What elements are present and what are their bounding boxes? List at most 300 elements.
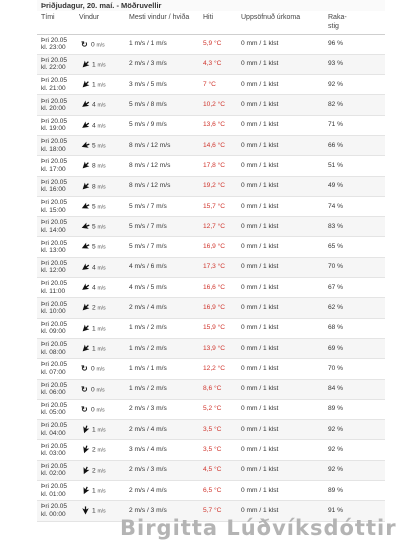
humidity-cell: 69 % (324, 338, 385, 358)
temp-cell: 17,3 °C (199, 257, 237, 277)
wind-cell (75, 440, 125, 460)
wind-unit: m/s (97, 82, 106, 89)
temp-cell: 8,6 °C (199, 379, 237, 399)
precip-cell: 0 mm / 1 klst (237, 54, 324, 74)
row-date: Þri 20.05 (41, 36, 68, 44)
humidity-cell: 89 % (324, 481, 385, 501)
precip-cell: 0 mm / 1 klst (237, 95, 324, 115)
time-cell (37, 298, 75, 318)
temp-cell: 13,6 °C (199, 115, 237, 135)
row-time: kl. 13:00 (41, 247, 66, 255)
wind-cell (75, 501, 125, 521)
wind-speed: 4 (92, 121, 96, 129)
gust-cell: 8 m/s / 12 m/s (125, 156, 199, 176)
table-row (37, 460, 385, 480)
row-date: Þri 20.05 (41, 280, 68, 288)
row-date: Þri 20.05 (41, 178, 68, 186)
wind-speed: 1 (92, 426, 96, 434)
table-row (37, 217, 385, 237)
temp-cell: 15,9 °C (199, 318, 237, 338)
temp-cell: 16,9 °C (199, 298, 237, 318)
row-time: kl. 14:00 (41, 226, 66, 234)
time-cell (37, 217, 75, 237)
wind-cell (75, 196, 125, 216)
temp-cell: 12,7 °C (199, 217, 237, 237)
wind-unit: m/s (97, 265, 106, 272)
humidity-cell: 70 % (324, 257, 385, 277)
time-cell (37, 196, 75, 216)
humidity-cell: 74 % (324, 196, 385, 216)
table-row (37, 440, 385, 460)
gust-cell: 2 m/s / 3 m/s (125, 460, 199, 480)
precip-cell: 0 mm / 1 klst (237, 298, 324, 318)
gust-cell: 8 m/s / 12 m/s (125, 135, 199, 155)
row-time: kl. 03:00 (41, 450, 66, 458)
row-time: kl. 16:00 (41, 186, 66, 194)
wind-unit: m/s (97, 244, 106, 251)
wind-speed: 4 (92, 284, 96, 292)
wind-unit: m/s (97, 102, 106, 109)
time-cell (37, 359, 75, 379)
precip-cell: 0 mm / 1 klst (237, 34, 324, 54)
precip-cell: 0 mm / 1 klst (237, 379, 324, 399)
gust-cell: 2 m/s / 4 m/s (125, 481, 199, 501)
wind-cell (75, 95, 125, 115)
wind-speed: 1 (92, 61, 96, 69)
row-time: kl. 19:00 (41, 125, 66, 133)
humidity-cell: 62 % (324, 298, 385, 318)
row-date: Þri 20.05 (41, 158, 68, 166)
wind-direction-arrow-icon (81, 121, 90, 130)
wind-cell (75, 237, 125, 257)
humidity-cell: 91 % (324, 501, 385, 521)
wind-speed: 5 (92, 142, 96, 150)
row-date: Þri 20.05 (41, 361, 68, 369)
row-time: kl. 07:00 (41, 368, 66, 376)
row-date: Þri 20.05 (41, 77, 68, 85)
humidity-cell: 89 % (324, 399, 385, 419)
table-row (37, 196, 385, 216)
wind-direction-arrow-icon (81, 506, 90, 515)
time-cell (37, 420, 75, 440)
time-cell (37, 379, 75, 399)
wind-unit: m/s (97, 183, 106, 190)
row-time: kl. 09:00 (41, 328, 66, 336)
wind-speed: 0 (91, 385, 95, 393)
forecast-panel (37, 0, 385, 520)
gust-cell: 2 m/s / 4 m/s (125, 298, 199, 318)
wind-unit: m/s (97, 62, 106, 69)
temp-cell: 5,7 °C (199, 501, 237, 521)
time-cell (37, 278, 75, 298)
wind-speed: 1 (92, 345, 96, 353)
row-date: Þri 20.05 (41, 320, 68, 328)
table-row (37, 34, 385, 54)
wind-unit: m/s (97, 508, 106, 515)
gust-cell: 5 m/s / 7 m/s (125, 237, 199, 257)
gust-cell: 2 m/s / 3 m/s (125, 399, 199, 419)
table-row (37, 338, 385, 358)
wind-unit: m/s (97, 163, 106, 170)
wind-speed: 4 (92, 101, 96, 109)
wind-speed: 2 (92, 467, 96, 474)
wind-speed: 4 (92, 264, 96, 272)
precip-cell: 0 mm / 1 klst (237, 278, 324, 298)
gust-cell: 2 m/s / 3 m/s (125, 54, 199, 74)
row-date: Þri 20.05 (41, 503, 68, 511)
precip-cell: 0 mm / 1 klst (237, 440, 324, 460)
wind-direction-arrow-icon (81, 263, 90, 272)
temp-cell: 3,5 °C (199, 420, 237, 440)
gust-cell: 5 m/s / 9 m/s (125, 115, 199, 135)
time-cell (37, 399, 75, 419)
gust-cell: 4 m/s / 5 m/s (125, 278, 199, 298)
time-cell (37, 440, 75, 460)
temp-cell: 5,2 °C (199, 399, 237, 419)
wind-cell (75, 318, 125, 338)
precip-cell: 0 mm / 1 klst (237, 156, 324, 176)
wind-cell (75, 460, 125, 480)
gust-cell: 4 m/s / 6 m/s (125, 257, 199, 277)
humidity-cell: 71 % (324, 115, 385, 135)
gust-cell: 1 m/s / 2 m/s (125, 338, 199, 358)
humidity-cell: 67 % (324, 278, 385, 298)
time-cell (37, 115, 75, 135)
table-row (37, 481, 385, 501)
page-title: Þriðjudagur, 20. maí. - Möðruvellir (37, 0, 385, 11)
wind-cell (75, 75, 125, 95)
time-cell (37, 481, 75, 501)
temp-cell: 4,3 °C (199, 54, 237, 74)
precip-cell: 0 mm / 1 klst (237, 501, 324, 521)
wind-unit: m/s (97, 204, 106, 211)
gust-cell: 5 m/s / 8 m/s (125, 95, 199, 115)
wind-direction-arrow-icon (81, 161, 90, 170)
precip-cell: 0 mm / 1 klst (237, 481, 324, 501)
time-cell (37, 75, 75, 95)
col-header-temp: Hiti (199, 11, 237, 34)
precip-cell: 0 mm / 1 klst (237, 420, 324, 440)
table-row (37, 318, 385, 338)
time-cell (37, 34, 75, 54)
row-time: kl. 08:00 (41, 348, 66, 356)
row-time: kl. 02:00 (41, 470, 66, 478)
humidity-cell: 93 % (324, 54, 385, 74)
temp-cell: 4,5 °C (199, 460, 237, 480)
humidity-cell: 51 % (324, 156, 385, 176)
gust-cell: 5 m/s / 7 m/s (125, 217, 199, 237)
row-date: Þri 20.05 (41, 381, 68, 389)
time-cell (37, 95, 75, 115)
precip-cell: 0 mm / 1 klst (237, 460, 324, 480)
wind-unit: m/s (96, 41, 105, 48)
time-cell (37, 237, 75, 257)
watermark: Birgitta Lúðvíksdóttir (120, 516, 397, 540)
time-cell (37, 156, 75, 176)
temp-cell: 16,9 °C (199, 237, 237, 257)
temp-cell: 7 °C (199, 75, 237, 95)
wind-unit: m/s (97, 122, 106, 129)
humidity-cell: 70 % (324, 359, 385, 379)
wind-unit: m/s (97, 143, 106, 150)
row-time: kl. 04:00 (41, 429, 66, 437)
wind-direction-arrow-icon (81, 283, 90, 292)
wind-direction-arrow-icon (81, 100, 90, 109)
row-time: kl. 23:00 (41, 44, 66, 52)
wind-unit: m/s (97, 285, 106, 292)
wind-cell (75, 481, 125, 501)
wind-unit: m/s (97, 447, 106, 454)
row-date: Þri 20.05 (41, 117, 68, 125)
row-time: kl. 20:00 (41, 105, 66, 113)
col-header-wind: Vindur (75, 11, 125, 34)
row-date: Þri 20.05 (41, 199, 68, 207)
wind-cell (75, 379, 125, 399)
wind-cell (75, 298, 125, 318)
precip-cell: 0 mm / 1 klst (237, 176, 324, 196)
wind-direction-arrow-icon (81, 344, 90, 353)
table-row (37, 379, 385, 399)
humidity-cell: 92 % (324, 420, 385, 440)
wind-direction-arrow-icon (81, 202, 90, 211)
wind-speed: 0 (91, 406, 95, 414)
row-time: kl. 17:00 (41, 165, 66, 173)
time-cell (37, 338, 75, 358)
row-time: kl. 11:00 (41, 287, 66, 295)
row-date: Þri 20.05 (41, 462, 68, 470)
gust-cell: 5 m/s / 7 m/s (125, 196, 199, 216)
gust-cell: 1 m/s / 1 m/s (125, 34, 199, 54)
precip-cell: 0 mm / 1 klst (237, 196, 324, 216)
calm-wind-icon: ↻ (81, 364, 88, 374)
humidity-cell: 66 % (324, 135, 385, 155)
row-time: kl. 18:00 (41, 145, 66, 153)
wind-unit: m/s (96, 366, 105, 373)
col-header-precip: Uppsöfnuð úrkoma (237, 11, 324, 34)
wind-cell (75, 338, 125, 358)
row-time: kl. 10:00 (41, 308, 66, 315)
wind-unit: m/s (97, 488, 106, 495)
wind-direction-arrow-icon (81, 303, 90, 312)
precip-cell: 0 mm / 1 klst (237, 338, 324, 358)
calm-wind-icon: ↻ (81, 404, 88, 414)
wind-cell (75, 156, 125, 176)
wind-direction-arrow-icon (81, 182, 90, 191)
humidity-cell: 83 % (324, 217, 385, 237)
gust-cell: 3 m/s / 5 m/s (125, 75, 199, 95)
row-date: Þri 20.05 (41, 300, 68, 308)
wind-speed: 1 (92, 487, 96, 495)
humidity-cell: 84 % (324, 379, 385, 399)
row-time: kl. 01:00 (41, 490, 66, 498)
wind-unit: m/s (96, 386, 105, 393)
wind-cell (75, 176, 125, 196)
wind-cell (75, 34, 125, 54)
temp-cell: 13,9 °C (199, 338, 237, 358)
row-date: Þri 20.05 (41, 56, 68, 64)
wind-unit: m/s (97, 224, 106, 231)
precip-cell: 0 mm / 1 klst (237, 217, 324, 237)
wind-speed: 5 (92, 223, 96, 231)
table-row (37, 359, 385, 379)
precip-cell: 0 mm / 1 klst (237, 359, 324, 379)
gust-cell: 1 m/s / 2 m/s (125, 379, 199, 399)
gust-cell: 2 m/s / 3 m/s (125, 501, 199, 521)
wind-direction-arrow-icon (81, 445, 90, 454)
row-time: kl. 05:00 (41, 409, 66, 417)
humidity-header-line1: Raka- (328, 14, 347, 21)
table-row (37, 278, 385, 298)
row-date: Þri 20.05 (41, 442, 68, 450)
time-cell (37, 54, 75, 74)
humidity-cell: 92 % (324, 75, 385, 95)
table-row (37, 176, 385, 196)
row-time: kl. 21:00 (41, 84, 66, 92)
wind-direction-arrow-icon (81, 80, 90, 89)
col-header-time: Tími (37, 11, 75, 34)
humidity-cell: 65 % (324, 237, 385, 257)
table-row (37, 156, 385, 176)
temp-cell: 17,8 °C (199, 156, 237, 176)
row-date: Þri 20.05 (41, 259, 68, 267)
humidity-cell: 92 % (324, 460, 385, 480)
table-header-row (37, 11, 385, 34)
wind-direction-arrow-icon (81, 466, 90, 475)
precip-cell: 0 mm / 1 klst (237, 115, 324, 135)
wind-speed: 1 (92, 324, 96, 332)
humidity-cell: 96 % (324, 34, 385, 54)
wind-direction-arrow-icon (81, 486, 90, 495)
humidity-cell: 68 % (324, 318, 385, 338)
time-cell (37, 318, 75, 338)
wind-speed: 1 (92, 81, 96, 89)
row-date: Þri 20.05 (41, 401, 68, 409)
gust-cell: 3 m/s / 4 m/s (125, 440, 199, 460)
wind-speed: 5 (92, 203, 96, 211)
calm-wind-icon: ↻ (81, 384, 88, 394)
wind-cell (75, 257, 125, 277)
temp-cell: 10,2 °C (199, 95, 237, 115)
temp-cell: 14,6 °C (199, 135, 237, 155)
wind-cell (75, 399, 125, 419)
humidity-cell: 82 % (324, 95, 385, 115)
wind-unit: m/s (97, 468, 106, 474)
wind-direction-arrow-icon (81, 141, 90, 150)
gust-cell: 8 m/s / 12 m/s (125, 176, 199, 196)
precip-cell: 0 mm / 1 klst (237, 135, 324, 155)
wind-direction-arrow-icon (81, 222, 90, 231)
wind-speed: 0 (91, 365, 95, 373)
wind-unit: m/s (97, 346, 106, 353)
wind-direction-arrow-icon (81, 60, 90, 69)
table-row (37, 298, 385, 318)
table-row (37, 95, 385, 115)
wind-unit: m/s (97, 325, 106, 332)
wind-speed: 8 (92, 182, 96, 190)
gust-cell: 1 m/s / 1 m/s (125, 359, 199, 379)
row-date: Þri 20.05 (41, 219, 68, 227)
humidity-header-line2: stig (328, 23, 339, 30)
wind-speed: 1 (92, 507, 96, 515)
wind-unit: m/s (97, 427, 106, 434)
row-date: Þri 20.05 (41, 239, 68, 247)
temp-cell: 3,5 °C (199, 440, 237, 460)
wind-speed: 2 (92, 446, 96, 454)
time-cell (37, 460, 75, 480)
row-time: kl. 12:00 (41, 267, 66, 275)
gust-cell: 1 m/s / 2 m/s (125, 318, 199, 338)
row-date: Þri 20.05 (41, 483, 68, 491)
wind-unit: m/s (96, 407, 105, 414)
gust-cell: 2 m/s / 4 m/s (125, 420, 199, 440)
wind-cell (75, 217, 125, 237)
row-date: Þri 20.05 (41, 97, 68, 105)
time-cell (37, 176, 75, 196)
table-row (37, 54, 385, 74)
wind-direction-arrow-icon (81, 324, 90, 333)
temp-cell: 16,6 °C (199, 278, 237, 298)
humidity-cell: 92 % (324, 440, 385, 460)
wind-cell (75, 278, 125, 298)
wind-speed: 2 (92, 304, 96, 312)
temp-cell: 19,2 °C (199, 176, 237, 196)
wind-unit: m/s (97, 305, 106, 312)
precip-cell: 0 mm / 1 klst (237, 237, 324, 257)
weather-table (37, 11, 385, 522)
temp-cell: 15,7 °C (199, 196, 237, 216)
wind-direction-arrow-icon (81, 242, 90, 251)
wind-cell (75, 420, 125, 440)
wind-direction-arrow-icon (81, 425, 90, 434)
row-date: Þri 20.05 (41, 341, 68, 349)
row-time: kl. 15:00 (41, 206, 66, 214)
table-row (37, 257, 385, 277)
wind-cell (75, 359, 125, 379)
wind-cell (75, 135, 125, 155)
wind-speed: 8 (92, 162, 96, 170)
row-time: kl. 22:00 (41, 64, 66, 72)
table-row (37, 237, 385, 257)
row-date: Þri 20.05 (41, 138, 68, 146)
col-header-humidity (324, 11, 385, 34)
precip-cell: 0 mm / 1 klst (237, 318, 324, 338)
table-row (37, 135, 385, 155)
time-cell (37, 501, 75, 521)
precip-cell: 0 mm / 1 klst (237, 75, 324, 95)
temp-cell: 5,9 °C (199, 34, 237, 54)
table-row (37, 420, 385, 440)
wind-speed: 5 (92, 243, 96, 251)
precip-cell: 0 mm / 1 klst (237, 399, 324, 419)
humidity-cell: 49 % (324, 176, 385, 196)
row-time: kl. 06:00 (41, 389, 66, 397)
wind-cell (75, 54, 125, 74)
row-time: kl. 00:00 (41, 510, 66, 518)
time-cell (37, 135, 75, 155)
wind-speed: 0 (91, 40, 95, 48)
row-date: Þri 20.05 (41, 422, 68, 430)
temp-cell: 6,5 °C (199, 481, 237, 501)
precip-cell: 0 mm / 1 klst (237, 257, 324, 277)
calm-wind-icon: ↻ (81, 39, 88, 49)
table-row (37, 75, 385, 95)
col-header-gust: Mesti vindur / hviða (125, 11, 199, 34)
table-row (37, 399, 385, 419)
table-row (37, 115, 385, 135)
temp-cell: 12,2 °C (199, 359, 237, 379)
time-cell (37, 257, 75, 277)
wind-cell (75, 115, 125, 135)
